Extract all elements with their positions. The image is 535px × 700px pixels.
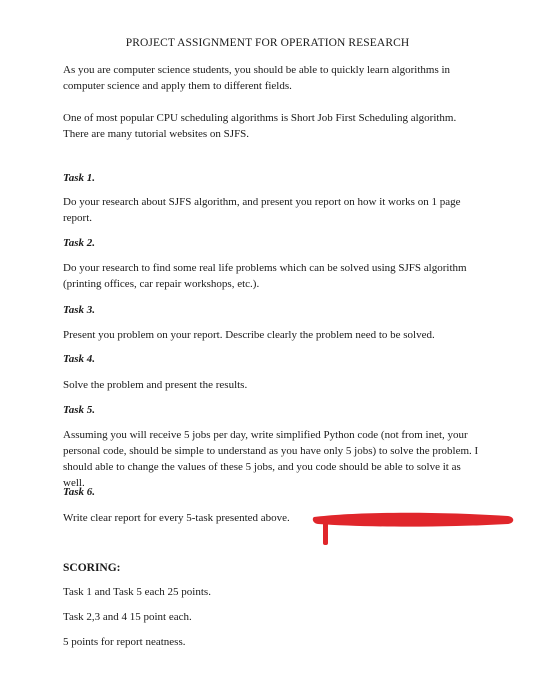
task-1-heading: Task 1.: [63, 172, 95, 184]
redaction-stroke: [313, 513, 513, 527]
task-3-text: Present you problem on your report. Describe clearly the problem need to be solved.: [63, 329, 435, 341]
scoring-line-3: 5 points for report neatness.: [63, 636, 186, 648]
intro-paragraph-1: As you are computer science students, you should be able to quickly learn algorithms in computer science and apply them to different fields.: [63, 64, 451, 92]
document-title: PROJECT ASSIGNMENT FOR OPERATION RESEARCH: [125, 37, 410, 49]
scoring-line-2: Task 2,3 and 4 15 point each.: [63, 611, 192, 623]
red-redaction-mark: [312, 508, 517, 548]
scoring-line-1: Task 1 and Task 5 each 25 points.: [63, 586, 211, 598]
task-2-heading: Task 2.: [63, 237, 95, 249]
redaction-tail: [323, 518, 328, 545]
scoring-heading: SCORING:: [63, 562, 121, 574]
task-5-heading: Task 5.: [63, 404, 95, 416]
task-2-text: Do your research to find some real life problems which can be solved using SJFS algorithm (printing offices, car repair workshops, etc.).: [63, 262, 467, 290]
task-6-heading: Task 6.: [63, 486, 95, 498]
task-5-text: Assuming you will receive 5 jobs per day, write simplified Python code (not from inet, your personal code, should be simple to understand as you have only 5 jobs) to solve the problem. I should able to change the values of these 5 jobs, and you code should be able to solve it as well.: [63, 429, 479, 489]
task-1-text: Do your research about SJFS algorithm, and present you report on how it works on 1 page report.: [63, 196, 461, 224]
task-3-heading: Task 3.: [63, 304, 95, 316]
task-4-text: Solve the problem and present the results.: [63, 379, 248, 391]
task-4-heading: Task 4.: [63, 353, 95, 365]
intro-paragraph-2: One of most popular CPU scheduling algorithms is Short Job First Scheduling algorithm. There are many tutorial websites on SJFS.: [63, 112, 457, 140]
task-6-text: Write clear report for every 5-task presented above.: [63, 512, 290, 524]
